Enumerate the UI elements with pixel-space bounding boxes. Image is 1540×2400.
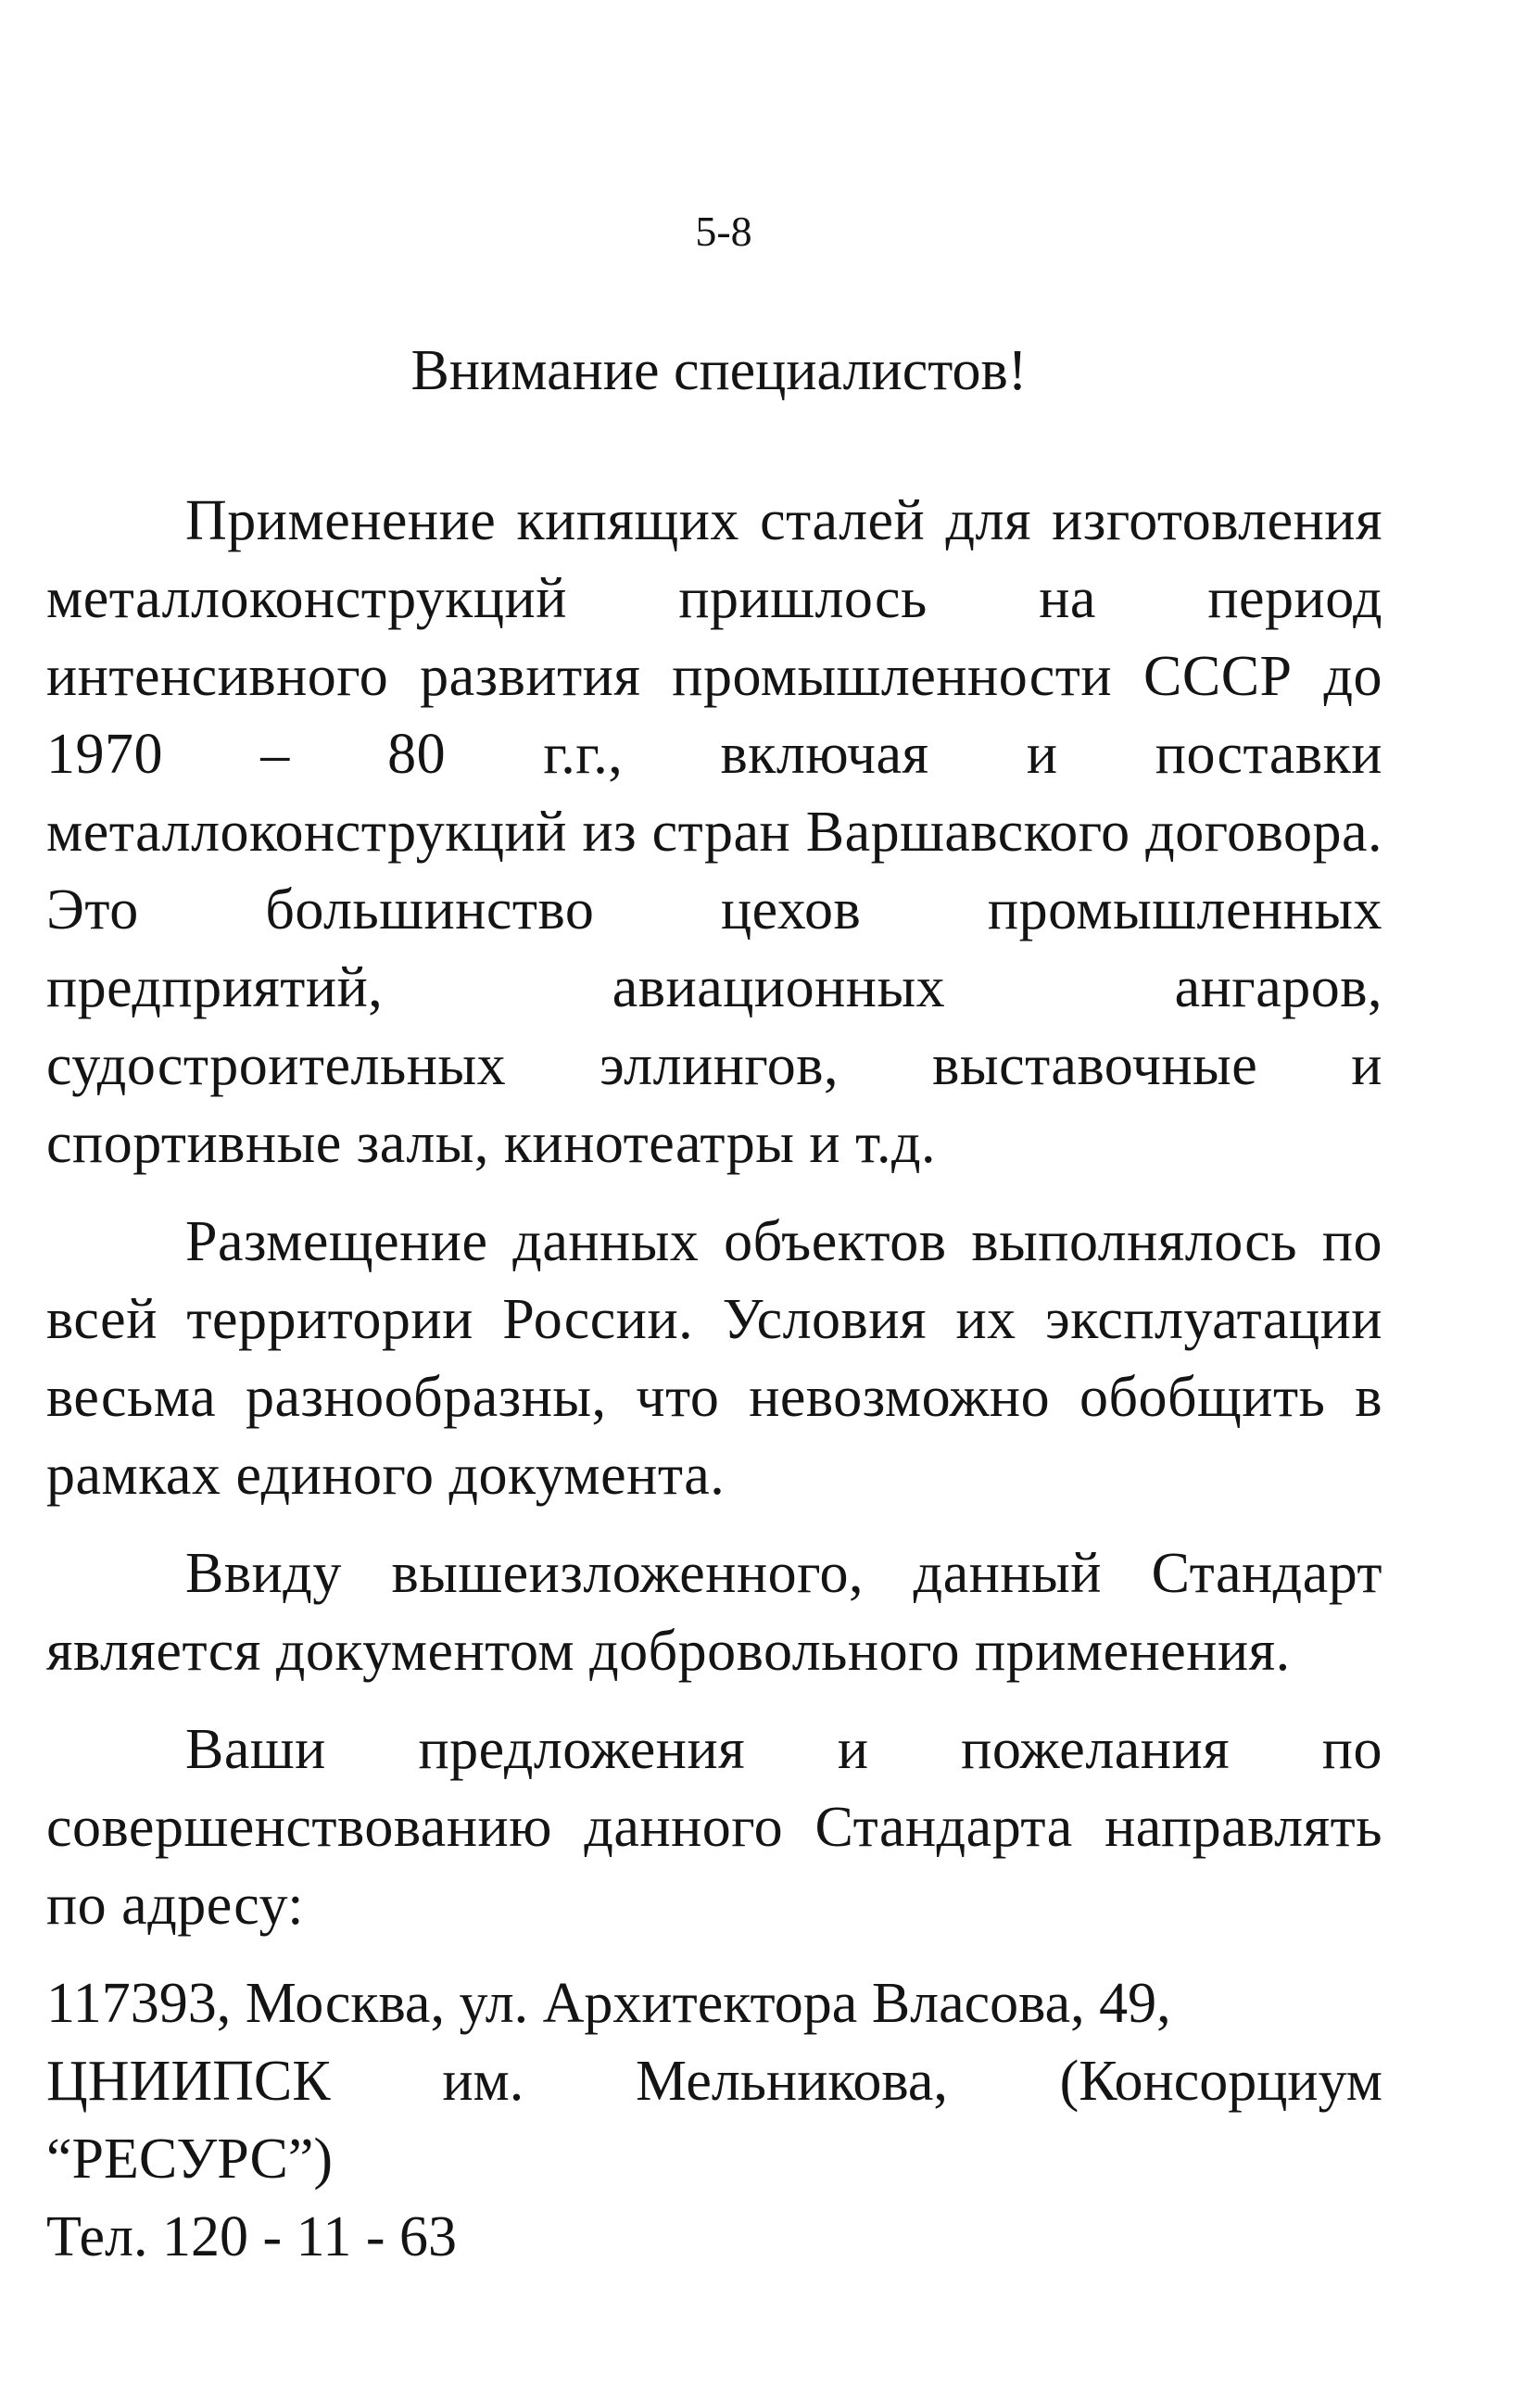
- paragraph-feedback: Ваши предложения и пожелания по совершенствованию данного Стандарта направлять по адресу:: [46, 1718, 1382, 1937]
- address-organization: ЦНИИПСК им. Мельникова, (Консорциум: [46, 2050, 1382, 2113]
- paragraph-voluntary-standard: Ввиду вышеизложенного, данный Стандарт является документом добровольного применения.: [46, 1542, 1382, 1683]
- contact-address: [46, 1964, 1382, 2276]
- document-body: [46, 482, 1382, 2276]
- address-street: 117393, Москва, ул. Архитектора Власова, 49,: [46, 1972, 1171, 2035]
- paragraph-placement-conditions: Размещение данных объектов выполнялось по всей территории России. Условия их эксплуатации весьма разнообразны, что невозможно обобщить в рамках единого документа.: [46, 1210, 1382, 1507]
- document-heading: Внимание специалистов!: [410, 339, 1028, 402]
- address-consortium: “РЕСУРС”): [46, 2128, 334, 2191]
- address-phone: Тел. 120 - 11 - 63: [46, 2205, 457, 2268]
- page-number: 5-8: [695, 208, 752, 255]
- paragraph-boiling-steels: Применение кипящих сталей для изготовления металлоконструкций пришлось на период интенсивного развития промышленности СССР до 1970 – 80 г.г., включая и поставки металлоконструкций из стран Варшавского договора. Это большинство цехов промышленных предприятий, авиационных ангаров, судостроительных эллингов, выставочные и спортивные залы, кинотеатры и т.д.: [46, 489, 1382, 1175]
